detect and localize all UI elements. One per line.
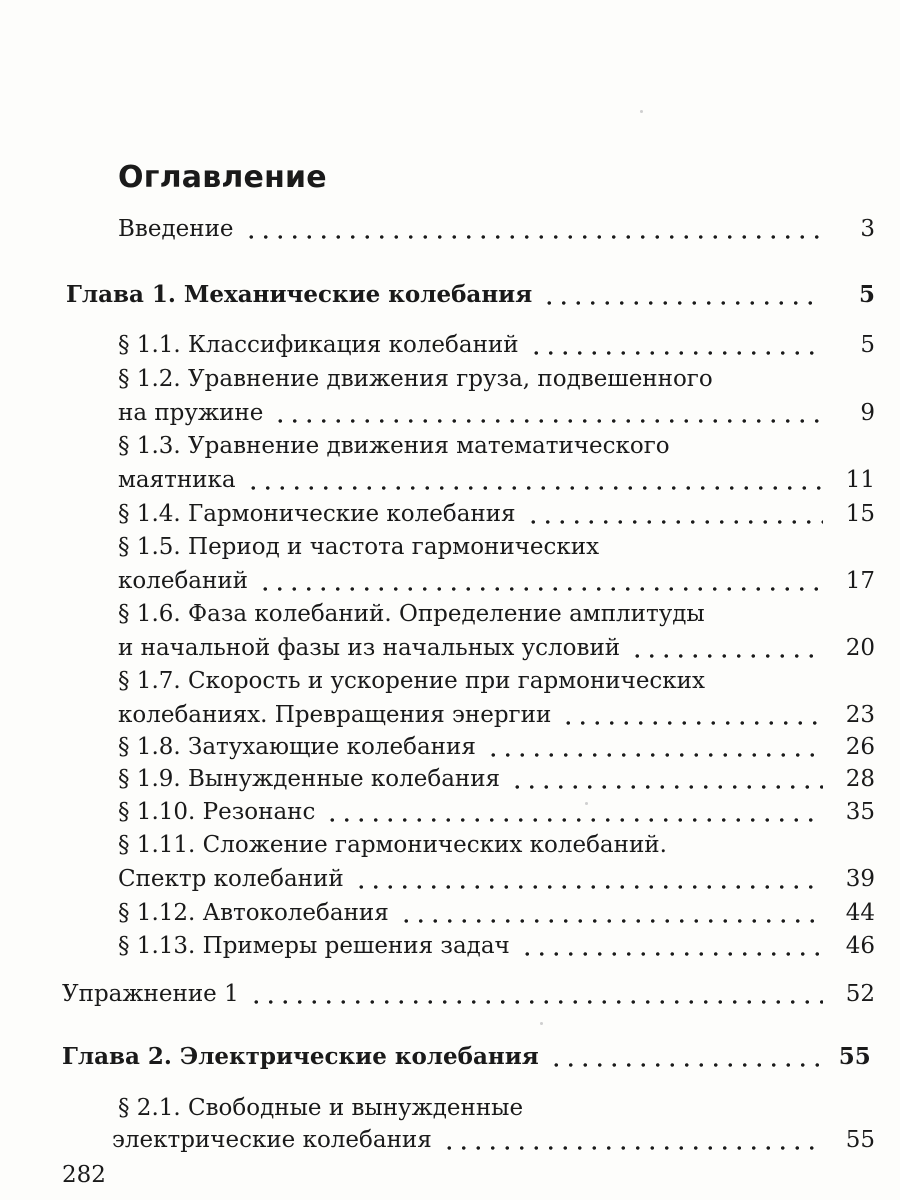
toc-page-number: 5 [858, 281, 875, 308]
toc-page-number: 44 [845, 900, 875, 926]
toc-entry-section-1-3-line1[interactable]: § 1.3. Уравнение движения математического [118, 433, 670, 459]
toc-entry-text: § 1.1. Классификация колебаний [118, 332, 519, 358]
dot-leader [630, 653, 823, 659]
toc-entry-section-1-4[interactable] [118, 497, 875, 531]
toc-page-number: 39 [845, 866, 875, 892]
toc-entry-text: Введение [118, 216, 234, 242]
toc-entry-text: Спектр колебаний [118, 866, 344, 892]
toc-entry-text: § 1.12. Автоколебания [118, 900, 389, 926]
dot-leader [273, 418, 823, 424]
toc-entry-text: и начальной фазы из начальных условий [118, 635, 621, 661]
toc-entry-section-1-5[interactable] [118, 564, 875, 598]
toc-entry-section-1-7-line1[interactable]: § 1.7. Скорость и ускорение при гармонических [118, 668, 705, 694]
toc-entry-section-1-2[interactable] [118, 396, 875, 430]
toc-entry-text: § 1.8. Затухающие колебания [118, 734, 476, 760]
toc-entry-text: на пружине [118, 400, 264, 426]
dot-leader [510, 784, 823, 790]
toc-page-number: 20 [845, 635, 875, 661]
dot-leader [325, 817, 823, 823]
toc-entry-section-2-1[interactable] [112, 1123, 875, 1157]
scan-speck [585, 802, 588, 805]
page-number: 282 [62, 1162, 106, 1188]
toc-page-number: 55 [838, 1043, 871, 1070]
toc-page-number: 23 [845, 702, 875, 728]
toc-entry-text: Глава 1. Механические колебания [66, 281, 533, 308]
toc-entry-section-1-5-line1[interactable]: § 1.5. Период и частота гармонических [118, 534, 600, 560]
toc-page-number: 26 [845, 734, 875, 760]
dot-leader [354, 884, 823, 890]
toc-entry-section-1-11-line1[interactable]: § 1.11. Сложение гармонических колебаний. [118, 832, 667, 858]
toc-entry-text: § 1.4. Гармонические колебания [118, 501, 516, 527]
toc-entry-text: колебаний [118, 568, 248, 594]
toc-entry-chapter-2[interactable] [62, 1040, 875, 1074]
toc-entry-section-1-10[interactable] [118, 795, 875, 829]
scan-speck [540, 1022, 543, 1025]
dot-leader [399, 918, 823, 924]
toc-entry-section-1-6[interactable] [118, 631, 875, 665]
toc-entry-section-1-6-line1[interactable]: § 1.6. Фаза колебаний. Определение амплитуды [118, 601, 705, 627]
toc-entry-text: § 1.10. Резонанс [118, 799, 316, 825]
toc-page-number: 46 [845, 933, 875, 959]
toc-title: Оглавление [118, 160, 327, 195]
toc-entry-text: маятника [118, 467, 236, 493]
dot-leader [442, 1145, 823, 1151]
dot-leader [561, 720, 823, 726]
toc-page-number: 55 [845, 1127, 875, 1153]
scan-speck [640, 110, 643, 113]
toc-entry-introduction[interactable] [118, 212, 875, 246]
dot-leader [542, 300, 823, 306]
toc-page-number: 9 [860, 400, 875, 426]
toc-page-number: 17 [845, 568, 875, 594]
toc-page-number: 35 [845, 799, 875, 825]
toc-entry-text: § 1.13. Примеры решения задач [118, 933, 510, 959]
toc-entry-section-1-13[interactable] [118, 929, 875, 963]
toc-entry-section-1-8[interactable] [118, 730, 875, 764]
toc-entry-section-1-11[interactable] [118, 862, 875, 896]
toc-entry-section-1-3[interactable] [118, 463, 875, 497]
toc-entry-chapter-1[interactable] [66, 278, 875, 312]
toc-entry-text: электрические колебания [112, 1127, 432, 1153]
toc-entry-section-1-12[interactable] [118, 896, 875, 930]
toc-entry-section-1-9[interactable] [118, 762, 875, 796]
toc-page-number: 11 [845, 467, 875, 493]
dot-leader [549, 1062, 819, 1068]
toc-page-number: 15 [845, 501, 875, 527]
toc-entry-section-1-2-line1[interactable]: § 1.2. Уравнение движения груза, подвешенного [118, 366, 713, 392]
toc-entry-exercise-1[interactable] [62, 977, 875, 1011]
toc-entry-section-2-1-line1[interactable]: § 2.1. Свободные и вынужденные [118, 1095, 524, 1121]
toc-entry-section-1-1[interactable] [118, 328, 875, 362]
toc-entry-text: Глава 2. Электрические колебания [62, 1043, 539, 1070]
toc-page-number: 3 [860, 216, 875, 242]
toc-entry-section-1-7[interactable] [118, 698, 875, 732]
dot-leader [244, 234, 823, 240]
dot-leader [486, 752, 823, 758]
dot-leader [526, 519, 823, 525]
toc-page-number: 52 [845, 981, 875, 1007]
toc-entry-text: Упражнение 1 [62, 981, 239, 1007]
toc-page-number: 28 [845, 766, 875, 792]
dot-leader [246, 485, 823, 491]
toc-entry-text: колебаниях. Превращения энергии [118, 702, 552, 728]
dot-leader [249, 999, 823, 1005]
toc-entry-text: § 1.9. Вынужденные колебания [118, 766, 501, 792]
dot-leader [520, 951, 823, 957]
dot-leader [529, 350, 823, 356]
toc-page-number: 5 [860, 332, 875, 358]
dot-leader [258, 586, 823, 592]
